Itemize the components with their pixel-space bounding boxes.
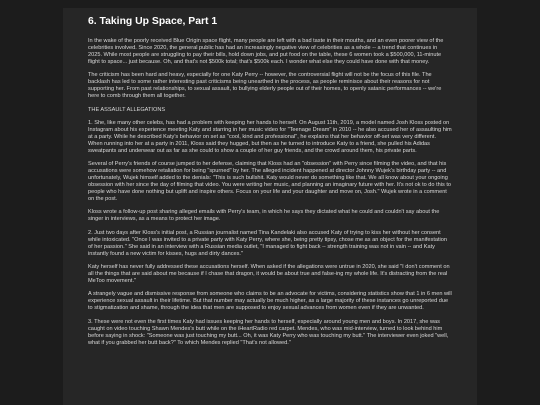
section-heading: THE ASSAULT ALLEGATIONS	[88, 106, 166, 113]
paragraph-response: Katy herself has never fully addressed these accusations herself. When asked if the allegations were untrue in 2020, she said "I don't comment on all the things that are said about me because if I chase that dragon, it would be about true and false-ing my whole life. It's distracting from the real MeToo movement."	[88, 264, 450, 285]
paragraph-criticism: The criticism has been hard and heavy, especially for one Katy Perry -- however, the controversial flight will not be the focus of this file. The backlash has led to some rather interesting past criticisms being unearthed in the process, as people reminisce about their reasons for not supporting her. From past relationships, to sexual assault, to bullying elderly people out of their homes, to openly satanic performances -- we're here to comb through them all together.	[88, 72, 442, 100]
paragraph-allegation-2: 2. Just two days after Kloss's initial post, a Russian journalist named Tina Kandelaki also accused Katy of trying to kiss her without her consent while intoxicated. "Once I was invited to a private party with Katy Perry, where she, being pretty tipsy, chose me as an object for the manifestation of her passion." She said in an interview with a Russian media outlet, "I managed to fight back -- strength training was not in vain -- and Katy instantly found a new victim for kisses, hugs and dirty dances."	[88, 229, 448, 257]
paragraph-allegation-1: 1. She, like many other celebs, has had a problem with keeping her hands to herself. On August 11th, 2019, a model named Josh Kloss posted on Instagram about his experience meeting Katy and starring in her music video for "Teenage Dream" in 2010 -- he also accused her of assaulting him at a party. While he described Katy's behavior on set as "cool, kind and professional", he explains that her behavior off-set was very different. When running into her at a party in 2011, Kloss said they hugged, but then as he turned to introduce Katy to a friend, she pulled his Adidas sweatpants and underwear out as far as she could to show a couple of her guy friends, and the crowd around them, his private parts.	[88, 119, 452, 154]
paragraph-defense: Several of Perry's friends of course jumped to her defense, claiming that Kloss had an "obsession" with Perry since filming the video, and that his accusations were somehow retaliation for being "spurned" by her. The alleged incident happened at director Johnny Wujek's birthday party -- and unfortunately, Wujek himself added to the denials: "This is such bullshit. Katy would never do something like that. We all know about your ongoing obsession with her since the day of filming that video. You were writing her music, and planning an imaginary future with her. It's not ok to do this to people who have done nothing but uplift and inspire others. Focus on your life and your daughter and move on, Josh." Wujek wrote in a comment on the post.	[88, 161, 451, 203]
paragraph-intro: In the wake of the poorly received Blue Origin space flight, many people are left with a bad taste in their mouths, and an even poorer view of the celebrities involved. Since 2020, the general public has had an increasingly negative view of celebrities as a whole -- a trend that continues in 2025. While most people are struggling to pay their bills, hold down jobs, and put food on the table, these 6 women took a $500,000, 11-minute flight to space... just because. Oh, and that's not $500k total; that's $500k each. I wonder what else they could have done with that money.	[88, 38, 444, 65]
paragraph-follow-up: Kloss wrote a follow-up post sharing alleged emails with Perry's team, in which he says they dictated what he could and couldn't say about the singer in interviews, as a means to protect her image.	[88, 209, 440, 223]
article-panel	[63, 8, 477, 405]
article-title: 6. Taking Up Space, Part 1	[88, 16, 218, 27]
paragraph-allegation-3: 3. These were not even the first times Katy had issues keeping her hands to herself, especially around young men and boys. In 2017, she was caught on video touching Shawn Mendes's butt while on the iHeartRadio red carpet. Mendes, who was mid-interview, turned to look behind him before saying in shock: "Someone was just touching my butt... Oh, it was Katy Perry who was touching my butt." The interviewer even joked "well, what if you grabbed her butt back?" To which Mendes replied "That's not allowed."	[88, 318, 449, 346]
paragraph-statistics: A strangely vague and dismissive response from someone who claims to be an advocate for victims, considering statistics show that 1 in 6 men will experience sexual assault in their lifetime. But that number may actually be much higher, as a large majority of these instances go unreported due to stigmatization and shame, through the idea that men are supposed to enjoy sexual advances from women even if they are unwanted.	[88, 291, 452, 312]
